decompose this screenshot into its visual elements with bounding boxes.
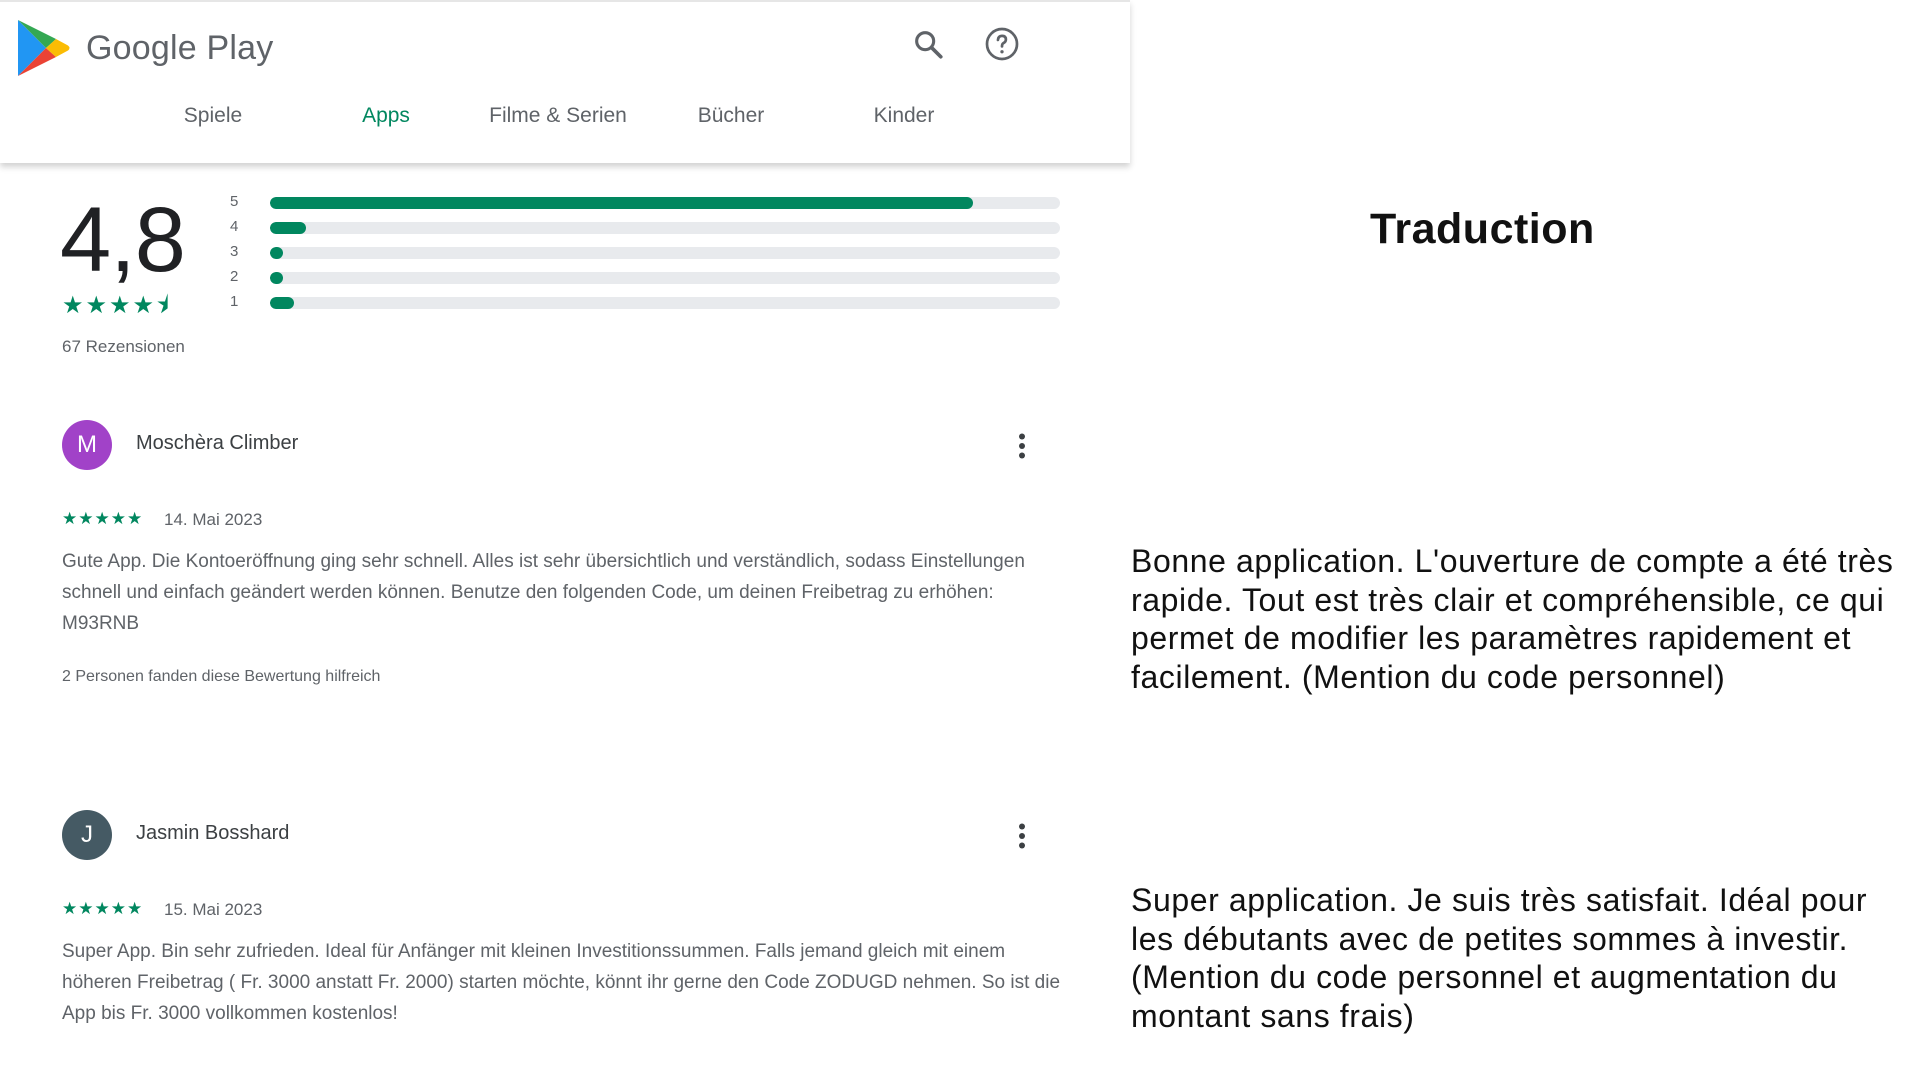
avatar: J xyxy=(62,810,112,860)
histogram-row xyxy=(230,192,1060,217)
histogram-bar-3 xyxy=(270,247,283,259)
translation-review-1: Bonne application. L'ouverture de compte a été très rapide. Tout est très clair et compréhensible, ce qui permet de modifier les paramètres rapidement et facilement. (Mention du code personnel) xyxy=(1131,543,1894,695)
tab-spiele[interactable]: Spiele xyxy=(183,104,243,127)
histogram-bar-1 xyxy=(270,297,294,309)
histogram-track xyxy=(270,272,1060,284)
brand-name: Google Play xyxy=(86,28,274,67)
avatar: M xyxy=(62,420,112,470)
histogram-row xyxy=(230,267,1060,292)
rating-histogram xyxy=(230,192,1060,317)
help-icon xyxy=(984,26,1020,62)
histogram-row xyxy=(230,217,1060,242)
rating-score: 4,8 xyxy=(60,189,185,291)
tab-kinder[interactable]: Kinder xyxy=(873,104,935,127)
review-more-button[interactable] xyxy=(1002,816,1042,856)
histogram-row xyxy=(230,292,1060,317)
review-text: Super App. Bin sehr zufrieden. Ideal für Anfänger mit kleinen Investitionssummen. Falls jemand gleich mit einem höheren Freibetrag ( Fr. 3000 anstatt Fr. 2000) starten möchte, könnt ihr gerne den Code ZODUGD nehmen. So ist die App bis Fr. 3000 vollkommen kostenlos! xyxy=(62,941,1061,1024)
histogram-label: 2 xyxy=(230,268,239,285)
histogram-track xyxy=(270,222,1060,234)
tab-buecher[interactable]: Bücher xyxy=(697,104,765,127)
histogram-bar-5 xyxy=(270,197,973,209)
histogram-label: 3 xyxy=(230,243,239,260)
histogram-label: 1 xyxy=(230,293,239,310)
review-date: 14. Mai 2023 xyxy=(164,510,263,529)
review-stars: ★★★★★ xyxy=(62,899,144,918)
translation-review-2: Super application. Je suis très satisfait. Idéal pour les débutants avec de petites sommes à investir. (Mention du code personnel et augmentation du montant sans frais) xyxy=(1131,882,1868,1034)
review-stars: ★★★★★ xyxy=(62,509,144,528)
search-icon xyxy=(911,27,945,61)
translation-title: Traduction xyxy=(1370,205,1595,253)
reviewer-name: Jasmin Bosshard xyxy=(136,822,290,844)
more-vert-icon xyxy=(1018,823,1026,849)
google-play-logo-icon xyxy=(16,18,70,78)
reviewer-name: Moschèra Climber xyxy=(136,432,299,454)
review-date: 15. Mai 2023 xyxy=(164,900,263,919)
review-text: Gute App. Die Kontoeröffnung ging sehr schnell. Alles ist sehr übersichtlich und verständlich, sodass Einstellungen schnell und einfach geändert werden können. Benutze den folgenden Code, um deinen Freibetrag zu erhöhen: M93RNB xyxy=(62,551,1025,634)
rating-stars: ★★★★⯨ xyxy=(62,292,171,319)
play-header xyxy=(0,0,1130,163)
more-vert-icon xyxy=(1018,433,1026,459)
review-more-button[interactable] xyxy=(1002,426,1042,466)
histogram-label: 5 xyxy=(230,193,239,210)
histogram-bar-2 xyxy=(270,272,283,284)
tab-apps[interactable]: Apps xyxy=(362,104,410,127)
histogram-row xyxy=(230,242,1060,267)
search-button[interactable] xyxy=(908,24,948,64)
histogram-label: 4 xyxy=(230,218,239,235)
category-tabs xyxy=(0,104,1130,144)
tab-filme-serien[interactable]: Filme & Serien xyxy=(489,104,627,127)
help-button[interactable] xyxy=(982,24,1022,64)
reviews-count: 67 Rezensionen xyxy=(62,337,185,356)
review-helpful-count: 2 Personen fanden diese Bewertung hilfreich xyxy=(62,668,381,685)
google-play-brand[interactable] xyxy=(16,18,273,78)
histogram-bar-4 xyxy=(270,222,306,234)
histogram-track xyxy=(270,197,1060,209)
histogram-track xyxy=(270,297,1060,309)
histogram-track xyxy=(270,247,1060,259)
